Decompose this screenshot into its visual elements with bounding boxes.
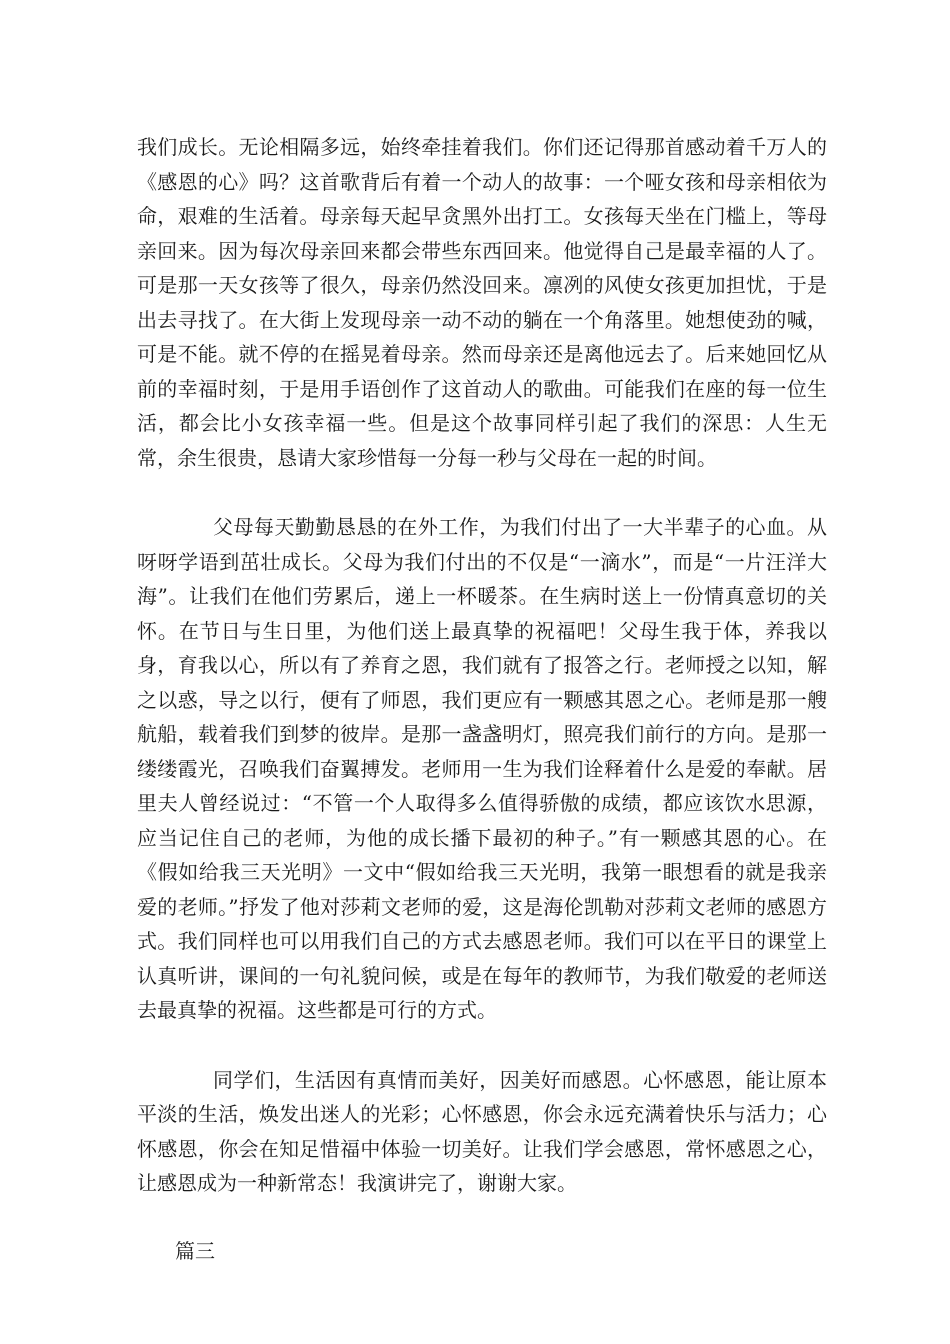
document-page — [137, 130, 827, 1268]
paragraph-3: 同学们，生活因有真情而美好，因美好而感恩。心怀感恩，能让原本平淡的生活，焕发出迷人的光彩；心怀感恩，你会永远充满着快乐与活力；心怀感恩，你会在知足惜福中体验一切美好。让我们学会感恩，常怀感恩之心，让感恩成为一种新常态！我演讲完了，谢谢大家。 — [137, 1067, 827, 1195]
section-heading: 篇三 — [175, 1238, 215, 1263]
paragraph-2: 父母每天勤勤恳恳的在外工作，为我们付出了一大半辈子的心血。从呀呀学语到茁壮成长。父母为我们付出的不仅是“一滴水”，而是“一片汪洋大海”。让我们在他们劳累后，递上一杯暖茶。在生病时送上一份情真意切的关怀。在节日与生日里，为他们送上最真挚的祝福吧！父母生我于体，养我以身，育我以心，所以有了养育之恩，我们就有了报答之行。老师授之以知，解之以惑，导之以行，便有了师恩，我们更应有一颗感其恩之心。老师是那一艘航船，载着我们到梦的彼岸。是那一盏盏明灯，照亮我们前行的方向。是那一缕缕霞光，召唤我们奋翼搏发。老师用一生为我们诠释着什么是爱的奉献。居里夫人曾经说过：“不管一个人取得多么值得骄傲的成绩，都应该饮水思源，应当记住自己的老师，为他的成长播下最初的种子。”有一颗感其恩的心。在《假如给我三天光明》一文中“假如给我三天光明，我第一眼想看的就是我亲爱的老师。”抒发了他对莎莉文老师的爱，这是海伦凯勒对莎莉文老师的感恩方式。我们同样也可以用我们自己的方式去感恩老师。我们可以在平日的课堂上认真听讲，课间的一句礼貌问候，或是在每年的教师节，为我们敬爱的老师送去最真挚的祝福。这些都是可行的方式。 — [137, 515, 827, 1022]
paragraph-1: 我们成长。无论相隔多远，始终牵挂着我们。你们还记得那首感动着千万人的《感恩的心》吗？这首歌背后有着一个动人的故事：一个哑女孩和母亲相依为命，艰难的生活着。母亲每天起早贪黑外出打工。女孩每天坐在门槛上，等母亲回来。因为每次母亲回来都会带些东西回来。他觉得自己是最幸福的人了。可是那一天女孩等了很久，母亲仍然没回来。凛冽的风使女孩更加担忧，于是出去寻找了。在大街上发现母亲一动不动的躺在一个角落里。她想使劲的喊，可是不能。就不停的在摇晃着母亲。然而母亲还是离他远去了。后来她回忆从前的幸福时刻，于是用手语创作了这首动人的歌曲。可能我们在座的每一位生活，都会比小女孩幸福一些。但是这个故事同样引起了我们的深思：人生无常，余生很贵，恳请大家珍惜每一分每一秒与父母在一起的时间。 — [137, 135, 827, 470]
